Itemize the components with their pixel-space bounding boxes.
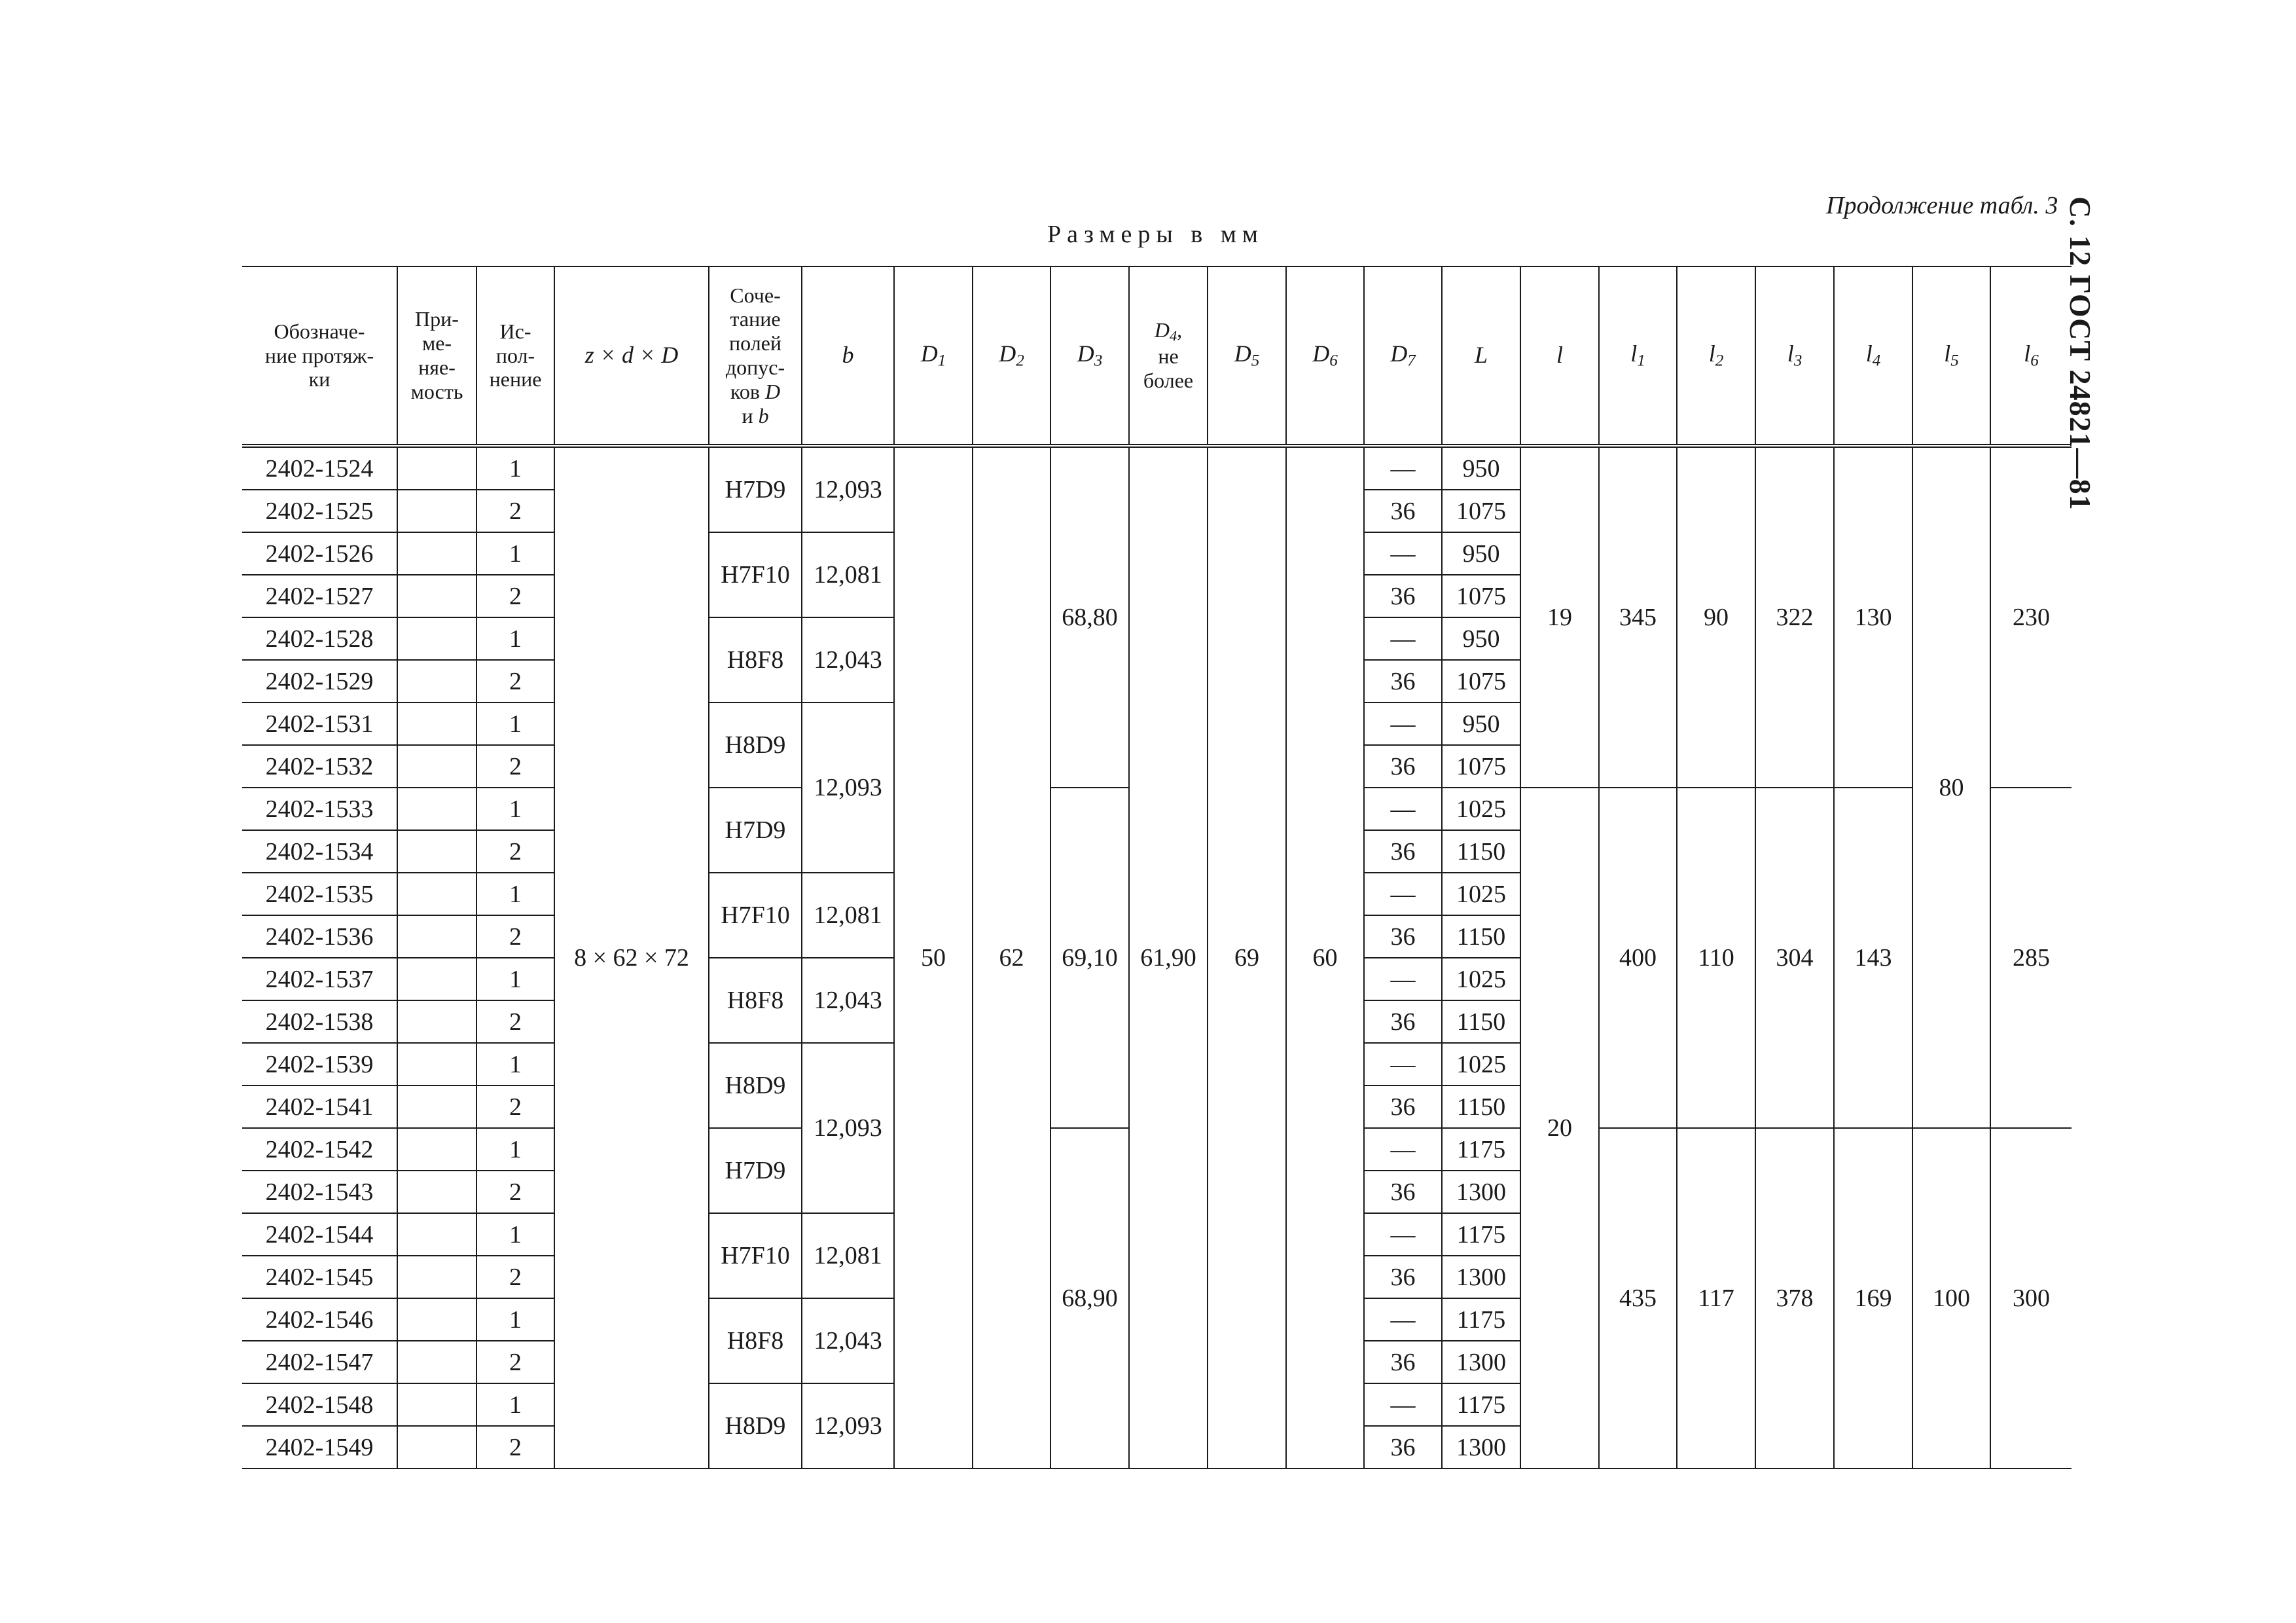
D7-cell: 36 xyxy=(1364,745,1442,788)
L-cell: 1300 xyxy=(1442,1341,1520,1383)
applicability-cell xyxy=(397,1383,476,1426)
l3-cell: 304 xyxy=(1755,788,1834,1128)
l6-cell: 300 xyxy=(1990,1128,2072,1468)
L-cell: 1025 xyxy=(1442,788,1520,830)
D7-cell: 36 xyxy=(1364,1341,1442,1383)
header-D4: $D_4$, не более xyxy=(1129,266,1208,446)
b-cell: 12,043 xyxy=(802,617,894,702)
applicability-cell xyxy=(397,915,476,958)
tolerance-cell: H7F10 xyxy=(709,873,802,958)
header-l1: $l_1$ xyxy=(1599,266,1677,446)
applicability-cell xyxy=(397,830,476,873)
designation-cell: 2402-1529 xyxy=(242,660,397,702)
version-cell: 1 xyxy=(476,1128,554,1171)
version-cell: 1 xyxy=(476,788,554,830)
applicability-cell xyxy=(397,873,476,915)
applicability-cell xyxy=(397,958,476,1000)
l4-cell: 169 xyxy=(1834,1128,1912,1468)
designation-cell: 2402-1534 xyxy=(242,830,397,873)
tolerance-cell: H8F8 xyxy=(709,958,802,1043)
header-D3: $D_3$ xyxy=(1050,266,1129,446)
L-cell: 1150 xyxy=(1442,1000,1520,1043)
b-cell: 12,081 xyxy=(802,532,894,617)
D7-cell: 36 xyxy=(1364,660,1442,702)
L-cell: 1075 xyxy=(1442,490,1520,532)
version-cell: 1 xyxy=(476,702,554,745)
L-cell: 1175 xyxy=(1442,1128,1520,1171)
tolerance-cell: H8D9 xyxy=(709,1383,802,1468)
version-cell: 1 xyxy=(476,873,554,915)
applicability-cell xyxy=(397,1298,476,1341)
designation-cell: 2402-1543 xyxy=(242,1171,397,1213)
tolerance-cell: H7D9 xyxy=(709,788,802,873)
b-cell: 12,081 xyxy=(802,1213,894,1298)
designation-cell: 2402-1531 xyxy=(242,702,397,745)
header-row xyxy=(242,266,2072,446)
designation-cell: 2402-1539 xyxy=(242,1043,397,1085)
version-cell: 1 xyxy=(476,532,554,575)
l6-cell: 285 xyxy=(1990,788,2072,1128)
header-l6: $l_6$ xyxy=(1990,266,2072,446)
D3-cell: 69,10 xyxy=(1050,788,1129,1128)
designation-cell: 2402-1535 xyxy=(242,873,397,915)
header-designation: Обозначе- ние протяж- ки xyxy=(242,266,397,446)
version-cell: 1 xyxy=(476,1213,554,1256)
designation-cell: 2402-1524 xyxy=(242,446,397,490)
L-cell: 1150 xyxy=(1442,915,1520,958)
header-l5: $l_5$ xyxy=(1912,266,1990,446)
L-cell: 1175 xyxy=(1442,1383,1520,1426)
header-b: b xyxy=(802,266,894,446)
designation-cell: 2402-1538 xyxy=(242,1000,397,1043)
applicability-cell xyxy=(397,1000,476,1043)
L-cell: 1300 xyxy=(1442,1171,1520,1213)
D7-cell: — xyxy=(1364,958,1442,1000)
version-cell: 2 xyxy=(476,490,554,532)
applicability-cell xyxy=(397,1341,476,1383)
l1-cell: 435 xyxy=(1599,1128,1677,1468)
header-l: l xyxy=(1520,266,1599,446)
l-cell: 19 xyxy=(1520,446,1599,788)
designation-cell: 2402-1542 xyxy=(242,1128,397,1171)
D7-cell: — xyxy=(1364,1213,1442,1256)
applicability-cell xyxy=(397,575,476,617)
version-cell: 2 xyxy=(476,575,554,617)
L-cell: 1175 xyxy=(1442,1298,1520,1341)
D7-cell: 36 xyxy=(1364,490,1442,532)
header-l4: $l_4$ xyxy=(1834,266,1912,446)
designation-cell: 2402-1546 xyxy=(242,1298,397,1341)
applicability-cell xyxy=(397,446,476,490)
b-cell: 12,081 xyxy=(802,873,894,958)
D3-cell: 68,80 xyxy=(1050,446,1129,788)
applicability-cell xyxy=(397,1426,476,1468)
L-cell: 1300 xyxy=(1442,1426,1520,1468)
designation-cell: 2402-1536 xyxy=(242,915,397,958)
l3-cell: 322 xyxy=(1755,446,1834,788)
version-cell: 2 xyxy=(476,660,554,702)
applicability-cell xyxy=(397,1213,476,1256)
tolerance-cell: H8F8 xyxy=(709,1298,802,1383)
header-D1: $D_1$ xyxy=(894,266,973,446)
l5-cell: 80 xyxy=(1912,446,1990,1128)
designation-cell: 2402-1541 xyxy=(242,1085,397,1128)
version-cell: 2 xyxy=(476,745,554,788)
designation-cell: 2402-1545 xyxy=(242,1256,397,1298)
header-zdD: z × d × D xyxy=(554,266,709,446)
header-D5: $D_5$ xyxy=(1208,266,1286,446)
D7-cell: 36 xyxy=(1364,1256,1442,1298)
side-title: С. 12 ГОСТ 24821—81 xyxy=(2064,196,2097,511)
L-cell: 1150 xyxy=(1442,830,1520,873)
header-l3: $l_3$ xyxy=(1755,266,1834,446)
D7-cell: — xyxy=(1364,446,1442,490)
L-cell: 1300 xyxy=(1442,1256,1520,1298)
D1-cell: 50 xyxy=(894,446,973,1468)
dimensions-table xyxy=(242,266,2072,1469)
applicability-cell xyxy=(397,490,476,532)
L-cell: 1150 xyxy=(1442,1085,1520,1128)
tolerance-cell: H8F8 xyxy=(709,617,802,702)
D7-cell: — xyxy=(1364,532,1442,575)
l3-cell: 378 xyxy=(1755,1128,1834,1468)
D7-cell: 36 xyxy=(1364,1171,1442,1213)
D7-cell: 36 xyxy=(1364,1000,1442,1043)
version-cell: 2 xyxy=(476,1426,554,1468)
version-cell: 2 xyxy=(476,830,554,873)
units-caption: Размеры в мм xyxy=(1047,221,1264,248)
version-cell: 1 xyxy=(476,617,554,660)
l2-cell: 110 xyxy=(1677,788,1755,1128)
tolerance-cell: H7F10 xyxy=(709,532,802,617)
tolerance-cell: H7F10 xyxy=(709,1213,802,1298)
b-cell: 12,043 xyxy=(802,958,894,1043)
applicability-cell xyxy=(397,1171,476,1213)
designation-cell: 2402-1526 xyxy=(242,532,397,575)
designation-cell: 2402-1528 xyxy=(242,617,397,660)
l2-cell: 90 xyxy=(1677,446,1755,788)
continuation-note: Продолжение табл. 3 xyxy=(1826,192,2058,219)
designation-cell: 2402-1547 xyxy=(242,1341,397,1383)
D7-cell: — xyxy=(1364,788,1442,830)
version-cell: 2 xyxy=(476,915,554,958)
designation-cell: 2402-1548 xyxy=(242,1383,397,1426)
applicability-cell xyxy=(397,702,476,745)
D7-cell: 36 xyxy=(1364,830,1442,873)
tolerance-cell: H7D9 xyxy=(709,1128,802,1213)
header-applicability: При- ме- няе- мость xyxy=(397,266,476,446)
D7-cell: — xyxy=(1364,1043,1442,1085)
D7-cell: — xyxy=(1364,873,1442,915)
header-D7: $D_7$ xyxy=(1364,266,1442,446)
applicability-cell xyxy=(397,532,476,575)
l4-cell: 130 xyxy=(1834,446,1912,788)
L-cell: 1075 xyxy=(1442,575,1520,617)
version-cell: 1 xyxy=(476,1383,554,1426)
D7-cell: — xyxy=(1364,1128,1442,1171)
l4-cell: 143 xyxy=(1834,788,1912,1128)
L-cell: 1075 xyxy=(1442,745,1520,788)
tolerance-cell: H8D9 xyxy=(709,702,802,788)
l5-cell: 100 xyxy=(1912,1128,1990,1468)
header-tolerance: Соче- тание полей допус- ков D и b xyxy=(709,266,802,446)
header-L: L xyxy=(1442,266,1520,446)
D7-cell: — xyxy=(1364,1383,1442,1426)
applicability-cell xyxy=(397,1128,476,1171)
L-cell: 950 xyxy=(1442,532,1520,575)
L-cell: 1075 xyxy=(1442,660,1520,702)
D7-cell: 36 xyxy=(1364,1085,1442,1128)
version-cell: 1 xyxy=(476,446,554,490)
designation-cell: 2402-1537 xyxy=(242,958,397,1000)
D2-cell: 62 xyxy=(973,446,1050,1468)
D7-cell: — xyxy=(1364,702,1442,745)
applicability-cell xyxy=(397,1085,476,1128)
D7-cell: 36 xyxy=(1364,575,1442,617)
D7-cell: — xyxy=(1364,617,1442,660)
b-cell: 12,093 xyxy=(802,446,894,532)
version-cell: 1 xyxy=(476,1043,554,1085)
l6-cell: 230 xyxy=(1990,446,2072,788)
D5-cell: 69 xyxy=(1208,446,1286,1468)
l-cell: 20 xyxy=(1520,788,1599,1468)
D3-cell: 68,90 xyxy=(1050,1128,1129,1468)
D6-cell: 60 xyxy=(1286,446,1364,1468)
designation-cell: 2402-1533 xyxy=(242,788,397,830)
header-D2: $D_2$ xyxy=(973,266,1050,446)
l2-cell: 117 xyxy=(1677,1128,1755,1468)
version-cell: 2 xyxy=(476,1171,554,1213)
D7-cell: — xyxy=(1364,1298,1442,1341)
b-cell: 12,093 xyxy=(802,1043,894,1213)
D7-cell: 36 xyxy=(1364,915,1442,958)
L-cell: 1025 xyxy=(1442,958,1520,1000)
tolerance-cell: H7D9 xyxy=(709,446,802,532)
version-cell: 2 xyxy=(476,1085,554,1128)
version-cell: 2 xyxy=(476,1000,554,1043)
l1-cell: 400 xyxy=(1599,788,1677,1128)
tolerance-cell: H8D9 xyxy=(709,1043,802,1128)
D4-cell: 61,90 xyxy=(1129,446,1208,1468)
table-row xyxy=(242,446,2072,490)
l1-cell: 345 xyxy=(1599,446,1677,788)
applicability-cell xyxy=(397,745,476,788)
D7-cell: 36 xyxy=(1364,1426,1442,1468)
applicability-cell xyxy=(397,660,476,702)
designation-cell: 2402-1527 xyxy=(242,575,397,617)
version-cell: 2 xyxy=(476,1256,554,1298)
b-cell: 12,043 xyxy=(802,1298,894,1383)
designation-cell: 2402-1549 xyxy=(242,1426,397,1468)
b-cell: 12,093 xyxy=(802,1383,894,1468)
zdD-cell: 8 × 62 × 72 xyxy=(554,446,709,1468)
applicability-cell xyxy=(397,1256,476,1298)
L-cell: 1175 xyxy=(1442,1213,1520,1256)
version-cell: 1 xyxy=(476,958,554,1000)
version-cell: 1 xyxy=(476,1298,554,1341)
L-cell: 1025 xyxy=(1442,873,1520,915)
header-version: Ис- пол- нение xyxy=(476,266,554,446)
L-cell: 950 xyxy=(1442,617,1520,660)
version-cell: 2 xyxy=(476,1341,554,1383)
applicability-cell xyxy=(397,1043,476,1085)
designation-cell: 2402-1525 xyxy=(242,490,397,532)
L-cell: 950 xyxy=(1442,446,1520,490)
L-cell: 1025 xyxy=(1442,1043,1520,1085)
designation-cell: 2402-1532 xyxy=(242,745,397,788)
b-cell: 12,093 xyxy=(802,702,894,873)
header-l2: $l_2$ xyxy=(1677,266,1755,446)
applicability-cell xyxy=(397,617,476,660)
L-cell: 950 xyxy=(1442,702,1520,745)
header-D6: $D_6$ xyxy=(1286,266,1364,446)
designation-cell: 2402-1544 xyxy=(242,1213,397,1256)
applicability-cell xyxy=(397,788,476,830)
